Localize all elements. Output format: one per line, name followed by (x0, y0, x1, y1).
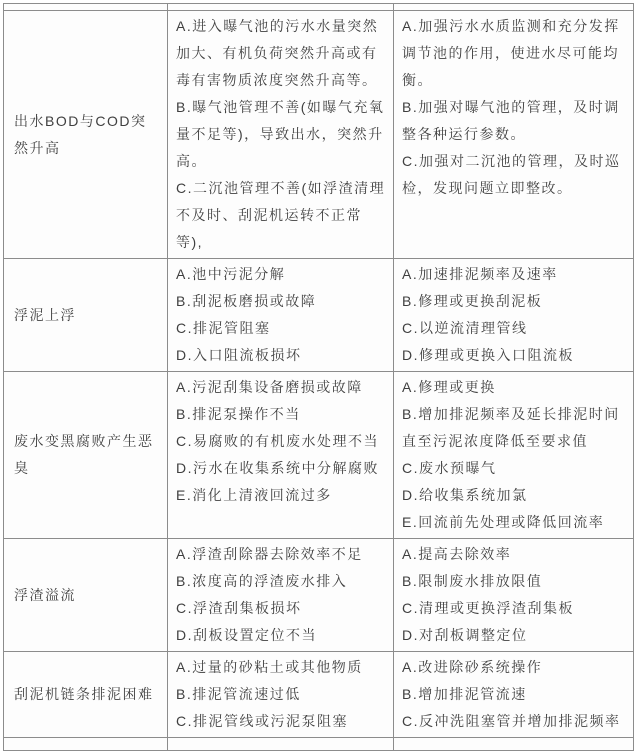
causes-cell (168, 259, 394, 372)
solution-item: C.反冲洗阻塞管并增加排泥频率 (402, 713, 621, 729)
cause-item: D.污水在收集系统中分解腐败 (176, 460, 379, 476)
cause-item: A.过量的砂粘土或其他物质 (176, 659, 363, 675)
problem-cell: 出水BOD与COD突然升高 (4, 11, 168, 259)
solution-item: D.给收集系统加氯 (402, 487, 528, 503)
empty-cell (394, 4, 634, 11)
causes-cell (168, 539, 394, 652)
empty-cell (394, 738, 634, 751)
problem-cell: 废水变黑腐败产生恶臭 (4, 372, 168, 539)
cause-item: C.易腐败的有机废水处理不当 (176, 433, 379, 449)
solutions-cell (394, 652, 634, 738)
solution-item: D.对刮板调整定位 (402, 627, 528, 643)
causes-cell (168, 372, 394, 539)
empty-cell (168, 738, 394, 751)
cause-item: B.刮泥板磨损或故障 (176, 293, 317, 309)
causes-cell (168, 11, 394, 259)
cause-item: E.消化上清液回流过多 (176, 487, 332, 503)
solution-item: A.加强污水水质监测和充分发挥调节池的作用，使进水尽可能均衡。 (402, 18, 620, 88)
solution-item: C.废水预曝气 (402, 460, 497, 476)
solution-item: C.清理或更换浮渣刮集板 (402, 600, 574, 616)
solution-item: D.修理或更换入口阻流板 (402, 347, 574, 363)
solution-item: C.以逆流清理管线 (402, 320, 528, 336)
solutions-cell (394, 11, 634, 259)
solution-item: A.改进除砂系统操作 (402, 659, 543, 675)
cause-item: D.刮板设置定位不当 (176, 627, 317, 643)
solutions-cell (394, 372, 634, 539)
troubleshooting-table (3, 3, 634, 751)
cause-item: A.进入曝气池的污水水量突然加大、有机负荷突然升高或有毒有害物质浓度突然升高等。 (176, 18, 379, 88)
cause-item: A.污泥刮集设备磨损或故障 (176, 379, 363, 395)
problem-cell: 浮泥上浮 (4, 259, 168, 372)
cause-item: D.入口阻流板损坏 (176, 347, 302, 363)
solutions-cell (394, 259, 634, 372)
empty-cell (168, 4, 394, 11)
empty-cell (4, 4, 168, 11)
solutions-cell (394, 539, 634, 652)
table-row (4, 539, 634, 652)
solution-item: C.加强对二沉池的管理，及时巡检，发现问题立即整改。 (402, 153, 621, 196)
cause-item: C.排泥管阻塞 (176, 320, 271, 336)
solution-item: E.回流前先处理或降低回流率 (402, 514, 605, 530)
cause-item: C.二沉池管理不善(如浮渣清理不及时、刮泥机运转不正常等), (176, 180, 386, 250)
solution-item: B.增加排泥管流速 (402, 686, 527, 702)
cause-item: C.浮渣刮集板损坏 (176, 600, 302, 616)
solution-item: B.增加排泥频率及延长排泥时间直至污泥浓度降低至要求值 (402, 406, 620, 449)
causes-cell (168, 652, 394, 738)
solution-item: B.限制废水排放限值 (402, 573, 543, 589)
problem-cell: 浮渣溢流 (4, 539, 168, 652)
solution-item: A.提高去除效率 (402, 546, 512, 562)
empty-cell (4, 738, 168, 751)
cause-item: B.排泥管流速过低 (176, 686, 301, 702)
problem-cell: 刮泥机链条排泥困难 (4, 652, 168, 738)
cause-item: B.排泥泵操作不当 (176, 406, 301, 422)
table-row (4, 259, 634, 372)
cause-item: B.浓度高的浮渣废水排入 (176, 573, 348, 589)
cause-item: A.池中污泥分解 (176, 266, 286, 282)
cause-item: A.浮渣刮除器去除效率不足 (176, 546, 363, 562)
table-row (4, 372, 634, 539)
table-row (4, 652, 634, 738)
table-row (4, 11, 634, 259)
solution-item: A.加速排泥频率及速率 (402, 266, 558, 282)
cause-item: B.曝气池管理不善(如曝气充氧量不足等)，导致出水，突然升高。 (176, 99, 385, 169)
cause-item: C.排泥管线或污泥泵阻塞 (176, 713, 348, 729)
solution-item: A.修理或更换 (402, 379, 496, 395)
table-row-partial-bottom (4, 738, 634, 751)
solution-item: B.修理或更换刮泥板 (402, 293, 543, 309)
solution-item: B.加强对曝气池的管理，及时调整各种运行参数。 (402, 99, 620, 142)
table-row-partial-top (4, 4, 634, 11)
